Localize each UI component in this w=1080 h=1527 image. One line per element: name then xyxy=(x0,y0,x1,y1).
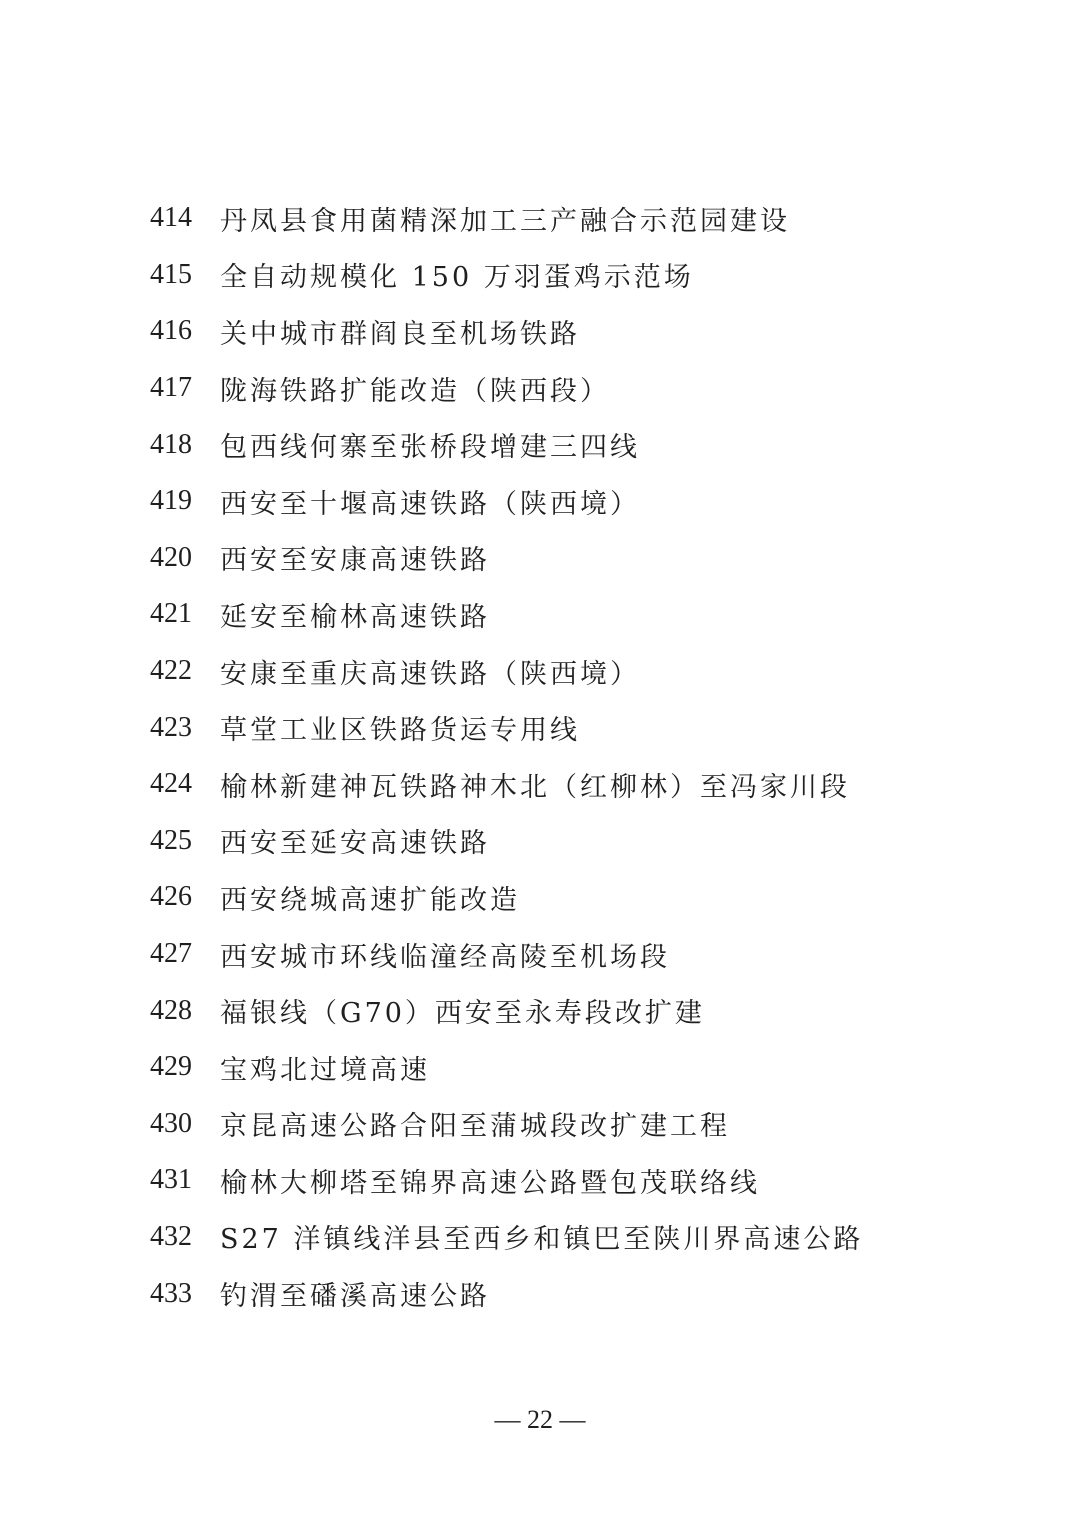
item-number: 424 xyxy=(150,768,192,800)
item-number: 426 xyxy=(150,881,192,913)
list-item xyxy=(150,1152,1010,1209)
list-item xyxy=(150,643,1010,700)
item-number: 425 xyxy=(150,824,192,856)
item-text: 榆林大柳塔至锦界高速公路暨包茂联络线 xyxy=(220,1167,760,1199)
list-item xyxy=(150,247,1010,304)
list-item xyxy=(150,982,1010,1039)
item-text: 草堂工业区铁路货运专用线 xyxy=(220,715,580,747)
list-item xyxy=(150,756,1010,813)
item-text: 西安至十堰高速铁路（陕西境） xyxy=(220,488,640,520)
list-item xyxy=(150,926,1010,983)
item-text: 钓渭至磻溪高速公路 xyxy=(220,1281,490,1313)
list-item xyxy=(150,1039,1010,1096)
list-item xyxy=(150,473,1010,530)
item-number: 418 xyxy=(150,428,192,460)
item-number: 421 xyxy=(150,598,192,630)
item-number: 417 xyxy=(150,372,192,404)
item-text: 全自动规模化 150 万羽蛋鸡示范场 xyxy=(220,262,694,294)
list-item xyxy=(150,1265,1010,1322)
item-text: 丹凤县食用菌精深加工三产融合示范园建设 xyxy=(220,205,790,237)
project-list xyxy=(150,190,1010,1322)
item-text: 关中城市群阎良至机场铁路 xyxy=(220,318,580,350)
list-item xyxy=(150,699,1010,756)
item-number: 419 xyxy=(150,485,192,517)
item-number: 428 xyxy=(150,994,192,1026)
item-number: 416 xyxy=(150,315,192,347)
item-number: 430 xyxy=(150,1107,192,1139)
item-number: 422 xyxy=(150,655,192,687)
item-number: 415 xyxy=(150,258,192,290)
list-item xyxy=(150,360,1010,417)
item-text: 宝鸡北过境高速 xyxy=(220,1054,430,1086)
list-item xyxy=(150,813,1010,870)
item-text: 西安至延安高速铁路 xyxy=(220,828,490,860)
item-text: S27 洋镇线洋县至西乡和镇巴至陕川界高速公路 xyxy=(220,1224,864,1256)
item-number: 423 xyxy=(150,711,192,743)
page-number: — 22 — xyxy=(494,1405,586,1434)
list-item xyxy=(150,190,1010,247)
item-text: 安康至重庆高速铁路（陕西境） xyxy=(220,658,640,690)
item-text: 榆林新建神瓦铁路神木北（红柳林）至冯家川段 xyxy=(220,771,850,803)
item-number: 432 xyxy=(150,1220,192,1252)
item-text: 延安至榆林高速铁路 xyxy=(220,601,490,633)
list-item xyxy=(150,1096,1010,1153)
item-number: 431 xyxy=(150,1164,192,1196)
list-item xyxy=(150,416,1010,473)
item-number: 420 xyxy=(150,541,192,573)
item-number: 414 xyxy=(150,202,192,234)
item-text: 西安绕城高速扩能改造 xyxy=(220,884,520,916)
list-item xyxy=(150,1209,1010,1266)
item-number: 433 xyxy=(150,1277,192,1309)
item-text: 京昆高速公路合阳至蒲城段改扩建工程 xyxy=(220,1111,730,1143)
item-text: 西安城市环线临潼经高陵至机场段 xyxy=(220,941,670,973)
list-item xyxy=(150,586,1010,643)
item-number: 427 xyxy=(150,938,192,970)
item-text: 福银线（G70）西安至永寿段改扩建 xyxy=(220,998,705,1030)
item-text: 包西线何寨至张桥段增建三四线 xyxy=(220,432,640,464)
item-text: 西安至安康高速铁路 xyxy=(220,545,490,577)
item-number: 429 xyxy=(150,1051,192,1083)
list-item xyxy=(150,530,1010,587)
item-text: 陇海铁路扩能改造（陕西段） xyxy=(220,375,610,407)
list-item xyxy=(150,303,1010,360)
list-item xyxy=(150,869,1010,926)
